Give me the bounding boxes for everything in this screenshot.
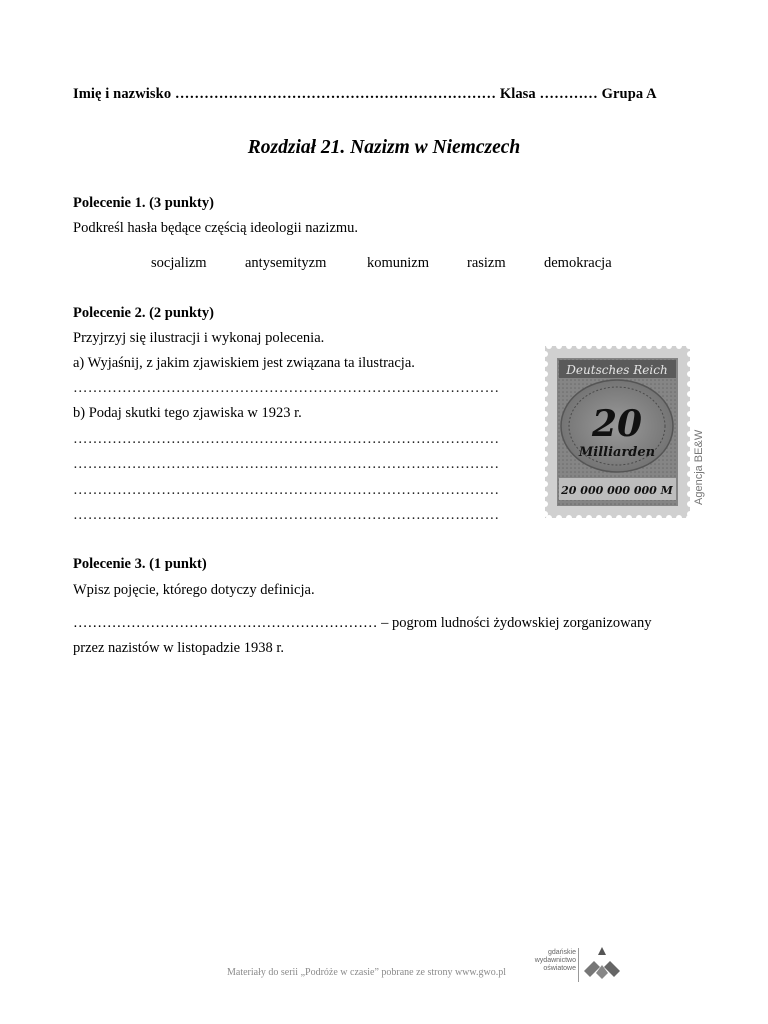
option-demokracja: demokracja (544, 255, 612, 271)
option-rasizm: rasizm (467, 255, 506, 271)
option-komunizm: komunizm (367, 255, 430, 271)
answer-line-b2: …………………………………………………………………………… (73, 456, 500, 472)
stamp-header-text: Deutsches Reich (566, 363, 668, 377)
stamp-number: 20 (591, 403, 643, 445)
publisher-logo-icon (582, 945, 622, 981)
inflation-stamp-image (545, 346, 690, 518)
task3-heading: Polecenie 3. (1 punkt) (73, 556, 207, 572)
task2-part-a: a) Wyjaśnij, z jakim zjawiskiem jest związana ta ilustracja. (73, 355, 415, 371)
task2-part-b: b) Podaj skutki tego zjawiska w 1923 r. (73, 405, 302, 421)
student-info-line: Imię i nazwisko ………………………………………………………… Klasa ………… Grupa A (73, 86, 657, 102)
answer-line-b3: …………………………………………………………………………… (73, 482, 500, 498)
task3-definition-line2: przez nazistów w listopadzie 1938 r. (73, 640, 284, 656)
stamp-value-line: 20 000 000 000 M (561, 484, 673, 497)
page-title: Rozdział 21. Nazizm w Niemczech (247, 137, 521, 158)
task2-heading: Polecenie 2. (2 punkty) (73, 305, 214, 321)
option-socjalizm: socjalizm (151, 255, 207, 271)
logo-divider (578, 948, 579, 982)
answer-line-b1: …………………………………………………………………………… (73, 431, 500, 447)
footer-note: Materiały do serii „Podróże w czasie” pobrane ze strony www.gwo.pl (227, 967, 506, 978)
publisher-logo-text: gdańskie wydawnictwo oświatowe (534, 949, 576, 972)
task1-heading: Polecenie 1. (3 punkty) (73, 195, 214, 211)
image-credit: Agencja BE&W (693, 429, 705, 505)
task3-definition-line1: ……………………………………………………… – pogrom ludności żydowskiej zorganizowany (73, 615, 652, 631)
task2-instruction: Przyjrzyj się ilustracji i wykonaj polecenia. (73, 330, 325, 346)
option-antysemityzm: antysemityzm (245, 255, 327, 271)
task1-instruction: Podkreśl hasła będące częścią ideologii nazizmu. (73, 220, 359, 236)
answer-line-a: …………………………………………………………………………… (73, 380, 500, 396)
task3-instruction: Wpisz pojęcie, którego dotyczy definicja. (73, 582, 315, 598)
answer-line-b4: …………………………………………………………………………… (73, 507, 500, 523)
stamp-denomination: Milliarden (578, 445, 656, 460)
